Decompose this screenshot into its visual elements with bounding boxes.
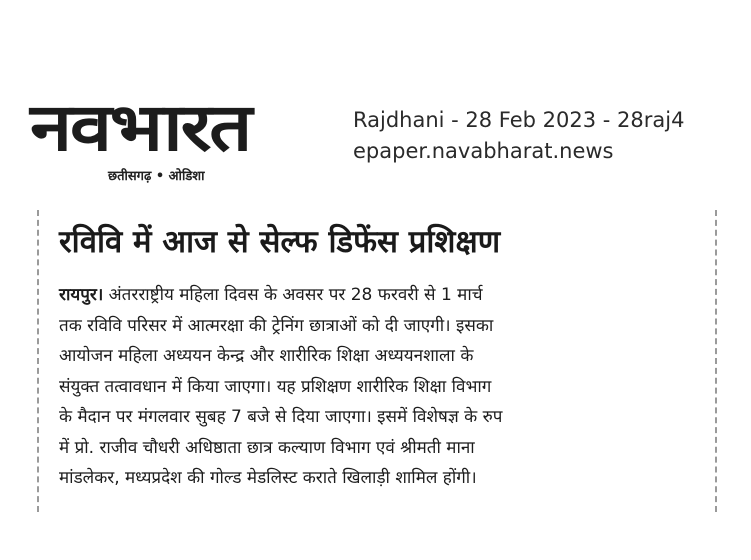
body-line: मांडलेकर, मध्यप्रदेश की गोल्ड मेडलिस्ट कराते खिलाड़ी शामिल होंगी। bbox=[59, 468, 477, 488]
edition-line: Rajdhani - 28 Feb 2023 - 28raj4 bbox=[353, 108, 685, 132]
website-link[interactable]: epaper.navabharat.news bbox=[353, 139, 614, 163]
newspaper-masthead bbox=[30, 88, 330, 188]
body-line: संयुक्त तत्वावधान में किया जाएगा। यह प्रशिक्षण शारीरिक शिक्षा विभाग bbox=[59, 376, 492, 397]
dateline: रायपुर। bbox=[59, 285, 104, 305]
newspaper-logo: नवभारत bbox=[30, 89, 251, 166]
body-line: आयोजन महिला अध्ययन केन्द्र और शारीरिक शिक्षा अध्ययनशाला के bbox=[59, 346, 474, 366]
body-line: तक रविवि परिसर में आत्मरक्षा की ट्रेनिंग छात्राओं को दी जाएगी। इसका bbox=[59, 315, 494, 336]
masthead-regions: छतीसगढ़ • ओडिशा bbox=[108, 169, 205, 184]
body-line: के मैदान पर मंगलवार सुबह 7 बजे से दिया जाएगा। इसमें विशेषज्ञ के रुप bbox=[59, 407, 503, 427]
body-line: में प्रो. राजीव चौधरी अधिष्ठाता छात्र कल्याण विभाग एवं श्रीमती माना bbox=[59, 437, 475, 458]
news-article bbox=[37, 210, 717, 512]
edition-info bbox=[353, 105, 684, 167]
article-body bbox=[59, 280, 699, 494]
body-line: रायपुर। अंतरराष्ट्रीय महिला दिवस के अवसर पर 28 फरवरी से 1 मार्च bbox=[59, 285, 483, 305]
article-headline: रविवि में आज से सेल्फ डिफेंस प्रशिक्षण bbox=[59, 224, 501, 260]
